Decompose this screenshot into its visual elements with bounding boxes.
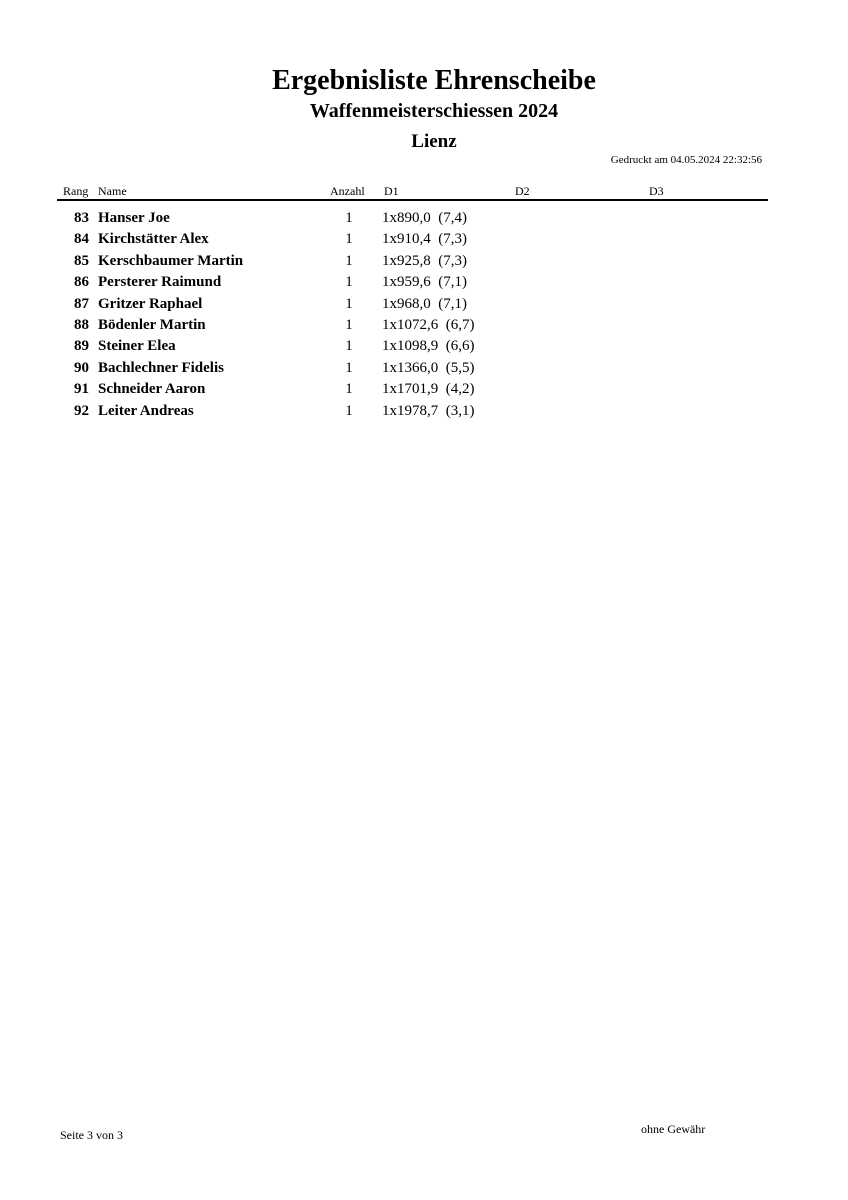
rank-cell: 86 [74,274,89,291]
page-title: Ergebnisliste Ehrenscheibe [272,65,596,96]
name-cell: Persterer Raimund [98,274,222,291]
count-cell: 1 [345,359,353,376]
name-cell: Kirchstätter Alex [98,231,209,248]
name-cell: Bödenler Martin [98,316,206,333]
count-cell: 1 [345,210,353,226]
location-heading: Lienz [411,131,457,152]
column-header-d1: D1 [384,184,399,198]
count-cell: 1 [345,295,353,312]
name-cell: Leiter Andreas [98,402,194,419]
rank-cell: 83 [74,210,89,226]
rank-cell: 92 [74,402,89,419]
count-cell: 1 [345,274,353,291]
count-cell: 1 [345,231,353,248]
d1-cell: 1x1366,0 (5,5) [382,359,475,376]
table-row [57,251,768,272]
rank-cell: 89 [74,338,89,355]
d1-cell: 1x968,0 (7,1) [382,295,467,312]
count-cell: 1 [345,402,353,419]
table-row [57,208,768,229]
rank-cell: 84 [74,231,89,248]
count-cell: 1 [345,252,353,269]
table-row [57,358,768,379]
rank-cell: 88 [74,316,89,333]
name-cell: Hanser Joe [98,210,170,226]
disclaimer: ohne Gewähr [641,1122,706,1136]
rank-cell: 87 [74,295,89,312]
name-cell: Schneider Aaron [98,381,206,398]
column-header-rang: Rang [63,184,89,198]
table-row [57,379,768,400]
page-number: Seite 3 von 3 [60,1128,123,1142]
results-table [57,208,768,422]
table-row [57,401,768,422]
count-cell: 1 [345,381,353,398]
name-cell: Steiner Elea [98,338,176,355]
column-header-anzahl: Anzahl [330,184,365,198]
name-cell: Kerschbaumer Martin [98,252,244,269]
d1-cell: 1x1098,9 (6,6) [382,338,475,355]
table-row [57,229,768,250]
column-header-d2: D2 [515,184,530,198]
name-cell: Bachlechner Fidelis [98,359,224,376]
count-cell: 1 [345,316,353,333]
count-cell: 1 [345,338,353,355]
d1-cell: 1x925,8 (7,3) [382,252,467,269]
printed-timestamp: Gedruckt am 04.05.2024 22:32:56 [610,154,762,166]
table-row [57,272,768,293]
rank-cell: 90 [74,359,89,376]
table-header [57,182,768,201]
table-row [57,294,768,315]
table-row [57,315,768,336]
d1-cell: 1x890,0 (7,4) [382,210,467,226]
table-row [57,336,768,357]
column-header-name: Name [98,184,127,198]
rank-cell: 85 [74,252,89,269]
d1-cell: 1x1978,7 (3,1) [382,402,475,419]
d1-cell: 1x959,6 (7,1) [382,274,467,291]
column-header-d3: D3 [649,184,664,198]
rank-cell: 91 [74,381,89,398]
d1-cell: 1x1701,9 (4,2) [382,381,475,398]
name-cell: Gritzer Raphael [98,295,203,312]
d1-cell: 1x1072,6 (6,7) [382,316,475,333]
d1-cell: 1x910,4 (7,3) [382,231,467,248]
page-subtitle: Waffenmeisterschiessen 2024 [309,100,559,122]
